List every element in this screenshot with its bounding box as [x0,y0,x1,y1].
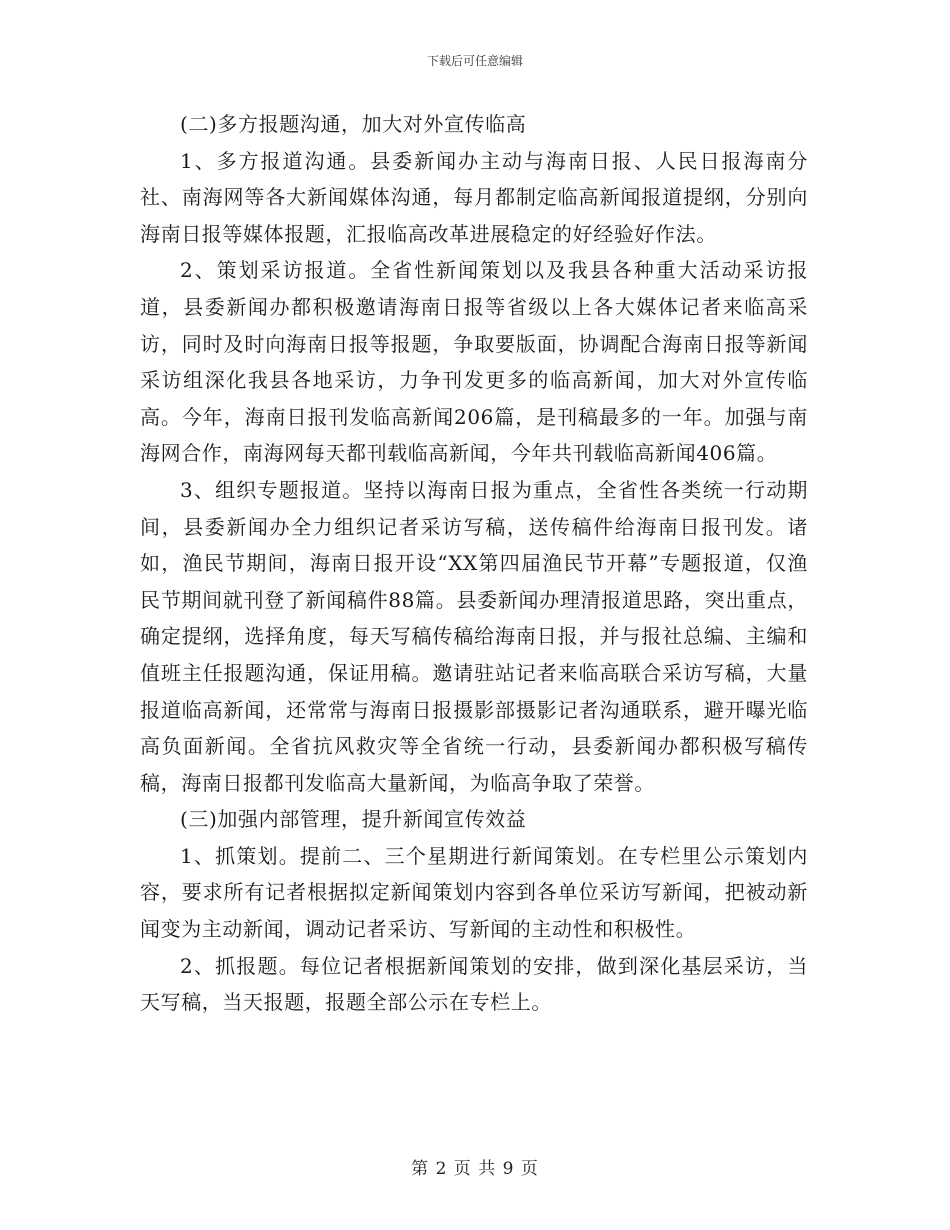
section-heading-2: (二)多方报题沟通，加大对外宣传临高 [180,112,527,136]
section-heading-3: (三)加强内部管理，提升新闻宣传效益 [180,807,527,832]
paragraph-planning: 1、抓策划。提前二、三个星期进行新闻策划。在专栏里公示策划内容，要求所有记者根据拟定新闻策划内容到各单位采访写新闻，把被动新闻变为主动新闻，调动记者采访、写新闻的主动性和积极性。 [140,843,808,942]
header-note: 下载后可任意编辑 [426,54,523,68]
document-body [140,106,808,1021]
paragraph-topic-reporting: 2、抓报题。每位记者根据新闻策划的安排，做到深化基层采访，当天写稿，当天报题，报题全部公示在专栏上。 [140,953,808,1015]
paragraph-special-reports: 3、组织专题报道。坚持以海南日报为重点，全省性各类统一行动期间，县委新闻办全力组织记者采访写稿，送传稿件给海南日报刊发。诸如，渔民节期间，海南日报开设“XX第四届渔民节开幕”专题报道，仅渔民节期间就刊登了新闻稿件88篇。县委新闻办理清报道思路，突出重点，确定提纲，选择角度，每天写稿传稿给海南日报，并与报社总编、主编和值班主任报题沟通，保证用稿。邀请驻站记者来临高联合采访写稿，大量报道临高新闻，还常常与海南日报摄影部摄影记者沟通联系，避开曝光临高负面新闻。全省抗风救灾等全省统一行动，县委新闻办都积极写稿传稿，海南日报都刊发临高大量新闻，为临高争取了荣誉。 [140,477,808,795]
paragraph-planned-interviews: 2、策划采访报道。全省性新闻策划以及我县各种重大活动采访报道，县委新闻办都积极邀请海南日报等省级以上各大媒体记者来临高采访，同时及时向海南日报等报题，争取要版面，协调配合海南日报等新闻采访组深化我县各地采访，力争刊发更多的临高新闻，加大对外宣传临高。今年，海南日报刊发临高新闻206篇，是刊稿最多的一年。加强与南海网合作，南海网每天都刊载临高新闻，今年共刊载临高新闻406篇。 [140,258,808,466]
paragraph-reporting-communication: 1、多方报道沟通。县委新闻办主动与海南日报、人民日报海南分社、南海网等各大新闻媒体沟通，每月都制定临高新闻报道提纲，分别向海南日报等媒体报题，汇报临高改革进展稳定的好经验好作法。 [140,148,808,246]
page-number: 第 2 页 共 9 页 [411,1159,539,1179]
